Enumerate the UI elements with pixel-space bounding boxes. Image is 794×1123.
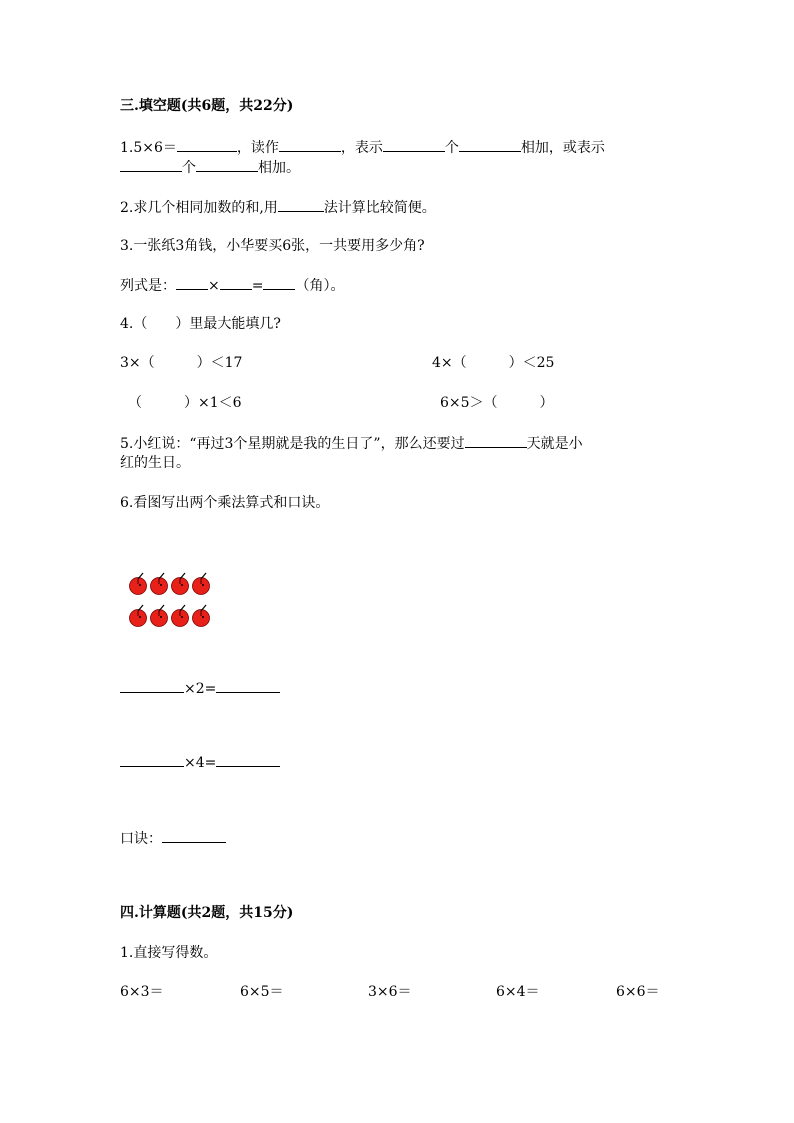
q1-text-g: 相加。 <box>258 160 300 176</box>
section3-title: 三.填空题(共6题，共22分) <box>120 98 294 114</box>
answer-blank[interactable] <box>120 752 184 767</box>
apple-icon <box>193 605 210 627</box>
question-3-text: 3.一张纸3角钱，小华要买6张，一共要用多少角? <box>120 238 425 254</box>
answer-blank[interactable] <box>278 197 324 212</box>
apple-icon <box>172 573 189 595</box>
answer-blank[interactable] <box>216 752 280 767</box>
answer-blank[interactable] <box>216 678 280 693</box>
q5-text-b: 天就是小 <box>526 436 583 452</box>
calc-item-1: 6×3＝ <box>120 984 164 1000</box>
q1-text-f: 个 <box>182 160 196 176</box>
q4-item-3: （ ）×1＜6 <box>128 395 242 411</box>
answer-blank[interactable] <box>177 137 237 152</box>
question-3-formula <box>120 275 344 296</box>
calc-item-4: 6×4＝ <box>496 984 540 1000</box>
q6-formula-2 <box>120 752 280 773</box>
q1-text-c: ，表示 <box>340 140 383 156</box>
q1-text-a: 1.5×6＝ <box>120 140 177 156</box>
answer-blank[interactable] <box>465 433 527 448</box>
koujue-label: 口诀： <box>120 831 162 847</box>
apple-icon <box>151 573 168 595</box>
question-6-text: 6.看图写出两个乘法算式和口诀。 <box>120 495 330 511</box>
calc-item-3: 3×6＝ <box>368 984 412 1000</box>
apple-icon <box>151 605 168 627</box>
apple-icon <box>130 573 147 595</box>
times-sign: × <box>208 278 220 294</box>
answer-blank[interactable] <box>120 678 184 693</box>
answer-blank[interactable] <box>162 828 226 843</box>
q6-formula-2-text: ×4= <box>184 755 217 771</box>
question-1-line-2 <box>120 157 300 178</box>
q4-item-1: 3×（ ）＜17 <box>120 355 243 371</box>
q2-text-a: 2.求几个相同加数的和,用 <box>120 200 278 216</box>
q4-item-4: 6×5＞（ ） <box>440 395 554 411</box>
answer-blank[interactable] <box>120 157 182 172</box>
apple-icon <box>130 605 147 627</box>
q3-formula-label: 列式是： <box>120 278 176 294</box>
question-2 <box>120 197 436 218</box>
question-1-line-1 <box>120 137 605 158</box>
equals-sign: = <box>251 278 264 294</box>
q4-item-2: 4×（ ）＜25 <box>432 355 555 371</box>
q3-formula-unit: （角）。 <box>295 278 345 294</box>
answer-blank[interactable] <box>459 137 521 152</box>
answer-blank[interactable] <box>196 157 258 172</box>
q2-text-b: 法计算比较简便。 <box>323 200 436 216</box>
q6-koujue <box>120 828 226 849</box>
answer-blank[interactable] <box>220 275 252 290</box>
question-5-line-1 <box>120 433 583 454</box>
calc-item-2: 6×5＝ <box>240 984 284 1000</box>
answer-blank[interactable] <box>263 275 295 290</box>
answer-blank[interactable] <box>279 137 341 152</box>
question-5-line-2: 红的生日。 <box>120 455 190 471</box>
answer-blank[interactable] <box>383 137 445 152</box>
section4-q1: 1.直接写得数。 <box>120 945 218 961</box>
apple-icon <box>193 573 210 595</box>
calc-item-5: 6×6＝ <box>616 984 660 1000</box>
apple-icon <box>172 605 189 627</box>
section4-title: 四.计算题(共2题，共15分) <box>120 905 294 921</box>
question-4-text: 4.（ ）里最大能填几? <box>120 316 281 332</box>
q5-text-a: 5.小红说：“再过3个星期就是我的生日了”，那么还要过 <box>120 436 465 452</box>
q1-text-b: ，读作 <box>236 140 279 156</box>
answer-blank[interactable] <box>176 275 208 290</box>
q6-formula-1 <box>120 678 280 699</box>
q1-text-e: 相加，或表示 <box>520 140 605 156</box>
q1-text-d: 个 <box>444 140 459 156</box>
q6-formula-1-text: ×2= <box>184 681 217 697</box>
apples-illustration <box>128 572 218 632</box>
